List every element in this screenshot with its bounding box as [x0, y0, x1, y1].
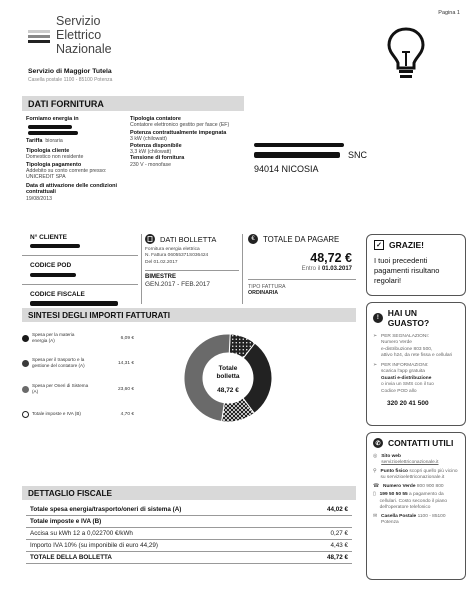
punto-label: Punto fisico [380, 468, 408, 474]
guasto-p1b: Numero Verde [381, 340, 412, 346]
donut-chart [182, 320, 294, 440]
guasto-p1d: attivo h24, da rete fissa e cellulari [381, 353, 453, 359]
tariffa-label: Tariffa [26, 138, 43, 145]
contatti-title: CONTATTI UTILI [388, 438, 454, 448]
verde-label: Numero Verde [382, 483, 416, 489]
tipo-label: TIPO FATTURA [248, 284, 286, 290]
euro-icon: € [248, 234, 258, 244]
verde-value: 800 900 800 [416, 483, 444, 489]
tel-value: a pagamento da cellulari. Costo secondo il piano dell'operatore telefonico [379, 492, 448, 511]
sito-value[interactable]: servizioelettriconazionale.it [381, 460, 439, 466]
logo-line-1: Servizio [56, 14, 101, 28]
potenza-disp-value: 3,3 kW (chilowatt) [130, 148, 172, 155]
row-label: Importo IVA 10% (su imponibile di euro 44,29) [26, 540, 302, 552]
phone-small-icon: ☎ [373, 483, 379, 489]
totale-amount: 48,72 € [310, 251, 352, 265]
casella-value: 1100 - 85100 Potenza [381, 513, 446, 526]
bimestre-label: BIMESTRE [145, 274, 177, 281]
tipologia-cliente-label: Tipologia cliente [26, 147, 70, 154]
totale-title: TOTALE DA PAGARE [263, 234, 340, 244]
logo [28, 14, 148, 62]
legend-value: 6,09 € [120, 335, 134, 341]
page-number: Pagina 1 [438, 10, 460, 16]
divider [141, 234, 142, 304]
tensione-value: 230 V - monofase [130, 161, 171, 168]
guasto-p2d: o invia un SMS con il tuo [381, 382, 434, 388]
legend-value: 23,60 € [117, 386, 134, 392]
grazie-text: I tuoi precedenti pagamenti risultano regolari! [374, 256, 440, 286]
customer-city: 94014 NICOSIA [254, 164, 319, 174]
guasto-number: 320 20 41 500 [387, 400, 429, 408]
guasto-p2b: scarica l'app gratuita [381, 369, 425, 375]
legend-value: 4,70 € [120, 411, 134, 417]
redacted-address [28, 131, 78, 135]
fornitura-left-column [26, 116, 124, 202]
document-icon [145, 234, 155, 244]
legend-swatch [22, 335, 29, 342]
tensione-label: Tensione di fornitura [130, 155, 185, 162]
codes-column [22, 234, 138, 306]
attivazione-label: Data di attivazione delle condizioni contrattuali [26, 182, 118, 196]
legend-value: 14,31 € [117, 360, 134, 366]
table-row [26, 528, 352, 540]
legend-item [22, 350, 134, 376]
donut-label-2: bolletta [216, 373, 240, 380]
legend-label: Spesa per Oneri di Sistema (A) [32, 383, 89, 394]
header-company: Servizio di Maggior Tutela [28, 68, 112, 75]
tariffa-value: bioraria [45, 138, 63, 145]
legend-label: Spesa per la materia energia (A) [32, 332, 75, 343]
legend-swatch [22, 411, 29, 418]
check-icon: ✓ [374, 240, 384, 250]
redacted-code [30, 301, 118, 306]
bulb-icon [386, 26, 426, 82]
row-label: Totale imposte e IVA (B) [26, 516, 302, 528]
redacted-name [254, 152, 340, 158]
table-row [26, 504, 352, 516]
attivazione-value: 19/08/2013 [26, 195, 52, 202]
guasto-p1a: PER SEGNALAZIONI: [381, 334, 430, 339]
row-value: 44,02 € [302, 504, 352, 516]
grazie-title: GRAZIE! [389, 240, 424, 250]
mobile-icon: ▯ [373, 492, 376, 498]
legend-item [22, 376, 134, 402]
fornitura-label: Forniamo energia in [26, 116, 79, 122]
casella-label: Casella Postale [381, 513, 417, 519]
bolletta-fornitura: Fornitura energia elettrica [145, 247, 200, 252]
redacted-name [254, 143, 344, 147]
sintesi-legend [22, 326, 134, 426]
legend-item [22, 326, 134, 350]
redacted-address [28, 125, 72, 129]
redacted-code [30, 273, 76, 277]
potenza-label: Potenza contrattualmente impegnata [130, 129, 227, 136]
row-label: Totale spesa energia/trasporto/oneri di sistema (A) [26, 504, 302, 516]
dati-fornitura-heading: DATI FORNITURA [22, 96, 244, 111]
guasto-p1c: e-distribuzione 803 500, [381, 346, 433, 352]
pod-label: CODICE POD [30, 262, 72, 270]
redacted-code [30, 244, 80, 248]
bolletta-del: Del 01.02.2017 [145, 259, 178, 265]
tipologia-pagamento-value: Addebito su conto corrente presso: UNICREDIT SPA [26, 167, 107, 181]
contatti-card [366, 432, 466, 580]
contatore-value: Contatore elettronico gestito per fasce (EF) [130, 122, 230, 129]
contatore-label: Tipologia contatore [130, 116, 181, 122]
logo-line-2: Elettrico [56, 28, 102, 42]
guasto-card [366, 302, 466, 426]
phone-icon: ✆ [373, 438, 383, 448]
donut-amount: 48,72 € [217, 387, 239, 394]
guasto-p2e: Codice POD allo [381, 388, 417, 394]
fiscale-label: CODICE FISCALE [30, 290, 85, 298]
logo-stripes [28, 30, 50, 43]
tipologia-pagamento-label: Tipologia pagamento [26, 161, 82, 168]
donut-label-1: Totale [218, 365, 238, 372]
warning-icon: ! [373, 313, 383, 323]
dettaglio-table [26, 504, 352, 564]
legend-item [22, 402, 134, 426]
potenza-disp-label: Potenza disponibile [130, 142, 182, 149]
row-label: TOTALE DELLA BOLLETTA [26, 552, 302, 564]
guasto-title: HAI UN GUASTO? [387, 308, 430, 328]
bolletta-fattura: N. Fattura 06055371S036424 [145, 253, 209, 259]
legend-swatch [22, 360, 29, 367]
guasto-p2c: Guasti e-distribuzione [381, 375, 432, 381]
customer-suffix: SNC [348, 150, 368, 160]
customer-address [254, 143, 414, 174]
sito-label: Sito web [381, 454, 401, 459]
table-row [26, 540, 352, 552]
row-value [302, 516, 352, 528]
bimestre-value: GEN.2017 - FEB.2017 [145, 281, 211, 289]
bolletta-title: DATI BOLLETTA [160, 234, 217, 244]
tipo-value: ORDINARIA [248, 290, 279, 296]
guasto-p2a: PER INFORMAZIONI: [381, 362, 429, 368]
row-value: 4,43 € [302, 540, 352, 552]
pin-icon: ⚲ [373, 468, 377, 474]
mail-icon: ✉ [373, 513, 378, 519]
totale-block [248, 234, 356, 296]
dettaglio-heading: DETTAGLIO FISCALE [22, 486, 356, 500]
globe-icon: ◎ [373, 454, 378, 459]
legend-swatch [22, 386, 29, 393]
table-row [26, 516, 352, 528]
grazie-card [366, 234, 466, 296]
table-row [26, 552, 352, 564]
row-label: Accisa su kWh 12 a 0,022700 €/kWh [26, 528, 302, 540]
cliente-label: N° CLIENTE [30, 234, 67, 241]
header-address: Casella postale 1100 - 85100 Potenza [28, 77, 113, 83]
due-prefix: Entro il [301, 266, 321, 272]
fornitura-right-column [130, 116, 230, 168]
row-value: 48,72 € [302, 552, 352, 564]
logo-line-3: Nazionale [56, 42, 112, 56]
punto-value: scopri quello più vicino su servizioelettriconazionale.it [380, 468, 458, 481]
row-value: 0,27 € [302, 528, 352, 540]
due-date: 01.03.2017 [321, 266, 352, 272]
arrow-icon: ➢ [373, 334, 378, 339]
tipologia-cliente-value: Domestico non residente [26, 154, 84, 161]
arrow-icon: ➢ [373, 362, 378, 368]
potenza-value: 3 kW (chilowatt) [130, 136, 167, 143]
sintesi-heading: SINTESI DEGLI IMPORTI FATTURATI [22, 308, 356, 322]
legend-label: Spesa per il trasporto e la gestione del contatore (A) [32, 357, 85, 368]
legend-label: Totale imposte e IVA (B) [32, 411, 81, 417]
tel-number: 199 50 50 55 [379, 492, 408, 498]
divider [242, 234, 243, 304]
donut-slice [243, 343, 272, 413]
bolletta-block [145, 234, 239, 288]
